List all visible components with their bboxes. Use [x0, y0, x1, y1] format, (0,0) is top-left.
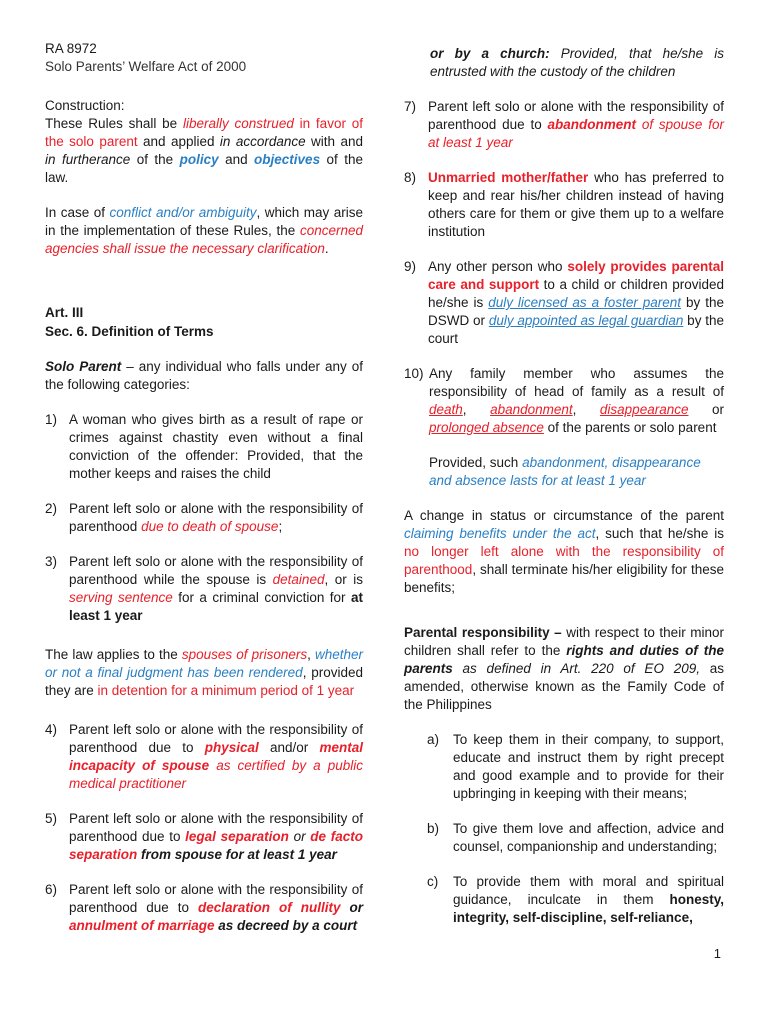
- left-column: [45, 40, 363, 935]
- list-item-8: 8) Unmarried mother/father who has preferred to keep and rear his/her children instead of having others care for them or give them up to a welfare institution: [404, 170, 724, 239]
- list-item-6-continued: or by a church: Provided, that he/she is entrusted with the custody of the children: [430, 46, 724, 79]
- law-applies-paragraph: The law applies to the spouses of prisoners, whether or not a final judgment has been rendered, provided they are in detention for a minimum period of 1 year: [45, 647, 363, 698]
- construction-paragraph-2: In case of conflict and/or ambiguity, which may arise in the implementation of these Rules, the concerned agencies shall issue the necessary clarification.: [45, 205, 363, 256]
- act-number: RA 8972: [45, 41, 97, 56]
- responsibility-item-c: c) To provide them with moral and spiritual guidance, inculcate in them honesty, integrity, self-discipline, self-reliance,: [427, 874, 724, 925]
- list-item-3: 3) Parent left solo or alone with the responsibility of parenthood while the spouse is detained, or is serving sentence for a criminal conviction for at least 1 year: [45, 554, 364, 623]
- list-item-6: 6) Parent left solo or alone with the responsibility of parenthood due to declaration of nullity or annulment of marriage as decreed by a court: [45, 882, 363, 933]
- responsibility-item-a: a) To keep them in their company, to support, educate and instruct them by right precept and good example and to provide for their upbringing in keeping with their means;: [427, 732, 724, 801]
- parental-responsibility-paragraph: Parental responsibility – with respect to their minor children shall refer to the rights and duties of the parents as defined in Art. 220 of EO 209, as amended, otherwise known as the Family Code of the Philippines: [404, 625, 725, 712]
- list-item-9: 9) Any other person who solely provides parental care and support to a child or children provided he/she is duly licensed as a foster parent by the DSWD or duly appointed as legal guardian by the court: [404, 259, 724, 346]
- list-item-5: 5) Parent left solo or alone with the responsibility of parenthood due to legal separation or de facto separation from spouse for at least 1 year: [45, 811, 363, 862]
- page-number: 1: [713, 946, 721, 961]
- responsibility-item-b: b) To give them love and affection, advice and counsel, companionship and understanding;: [427, 821, 724, 854]
- list-item-10-proviso: Provided, such abandonment, disappearance and absence lasts for at least 1 year: [429, 455, 701, 488]
- solo-parent-definition: Solo Parent – any individual who falls under any of the following categories:: [45, 359, 363, 392]
- section-heading: Sec. 6. Definition of Terms: [45, 324, 214, 339]
- list-item-10: 10) Any family member who assumes the responsibility of head of family as a result of death, abandonment, disappearance or prolonged absence of the parents or solo parent: [404, 366, 724, 435]
- change-in-status-paragraph: A change in status or circumstance of the parent claiming benefits under the act, such that he/she is no longer left alone with the responsibility of parenthood, shall terminate his/her eligibility for these benefits;: [404, 508, 724, 595]
- list-item-2: 2) Parent left solo or alone with the responsibility of parenthood due to death of spouse;: [45, 501, 363, 534]
- list-item-4: 4) Parent left solo or alone with the responsibility of parenthood due to physical and/or mental incapacity of spouse as certified by a public medical practitioner: [45, 722, 363, 791]
- article-heading: Art. III: [45, 305, 84, 320]
- list-item-7: 7) Parent left solo or alone with the responsibility of parenthood due to abandonment of spouse for at least 1 year: [404, 99, 724, 150]
- construction-heading: Construction:: [45, 98, 125, 113]
- act-title: Solo Parents’ Welfare Act of 2000: [45, 59, 247, 74]
- right-column: [404, 45, 724, 927]
- construction-paragraph-1: These Rules shall be liberally construed in favor of the solo parent and applied in accordance with and in furtherance of the policy and objectives of the law.: [45, 116, 363, 185]
- list-item-1: 1) A woman who gives birth as a result of rape or crimes against chastity even without a final conviction of the offender: Provided, that the mother keeps and raises the child: [45, 412, 363, 481]
